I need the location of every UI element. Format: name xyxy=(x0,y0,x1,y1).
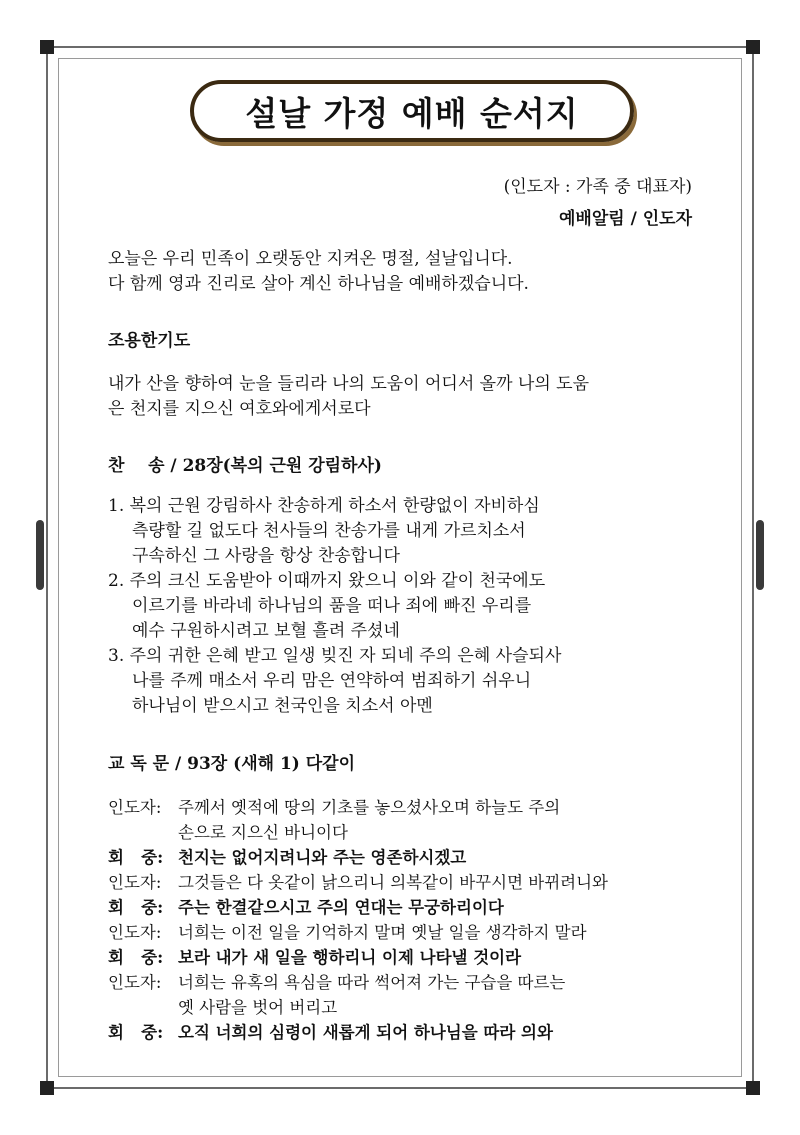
prayer-line: 은 천지를 지으신 여호와에게서로다 xyxy=(108,399,371,419)
corner-ornament-top-right xyxy=(746,40,760,54)
speaker-label: 회 중: xyxy=(108,1023,164,1042)
reading-text: 너희는 이전 일을 기억하지 말며 옛날 일을 생각하지 말라 xyxy=(178,923,587,942)
speaker-label: 인도자: xyxy=(108,873,162,892)
reading-line xyxy=(108,995,708,1020)
reading-text: 옛 사람을 벗어 버리고 xyxy=(178,998,338,1017)
speaker-label: 인도자: xyxy=(108,973,162,992)
hymn-line: 하나님이 받으시고 천국인을 치소서 아멘 xyxy=(132,696,433,716)
hymn-line: 1. 복의 근원 강림하사 찬송하게 하소서 한량없이 자비하심 xyxy=(108,496,540,516)
reading-text: 보라 내가 새 일을 행하리니 이제 나타낼 것이라 xyxy=(178,948,522,967)
reading-text: 너희는 유혹의 욕심을 따라 썩어져 가는 구습을 따르는 xyxy=(178,973,566,992)
reading-text: 오직 너희의 심령이 새롭게 되어 하나님을 따라 의와 xyxy=(178,1023,553,1042)
speaker-label: 인도자: xyxy=(108,798,162,817)
call-to-worship: 예배알림 / 인도자 xyxy=(559,209,692,229)
speaker-label: 회 중: xyxy=(108,848,164,867)
reading-line xyxy=(108,945,708,970)
hymn-line: 이르기를 바라네 하나님의 품을 떠나 죄에 빠진 우리를 xyxy=(132,596,532,616)
silent-prayer-text xyxy=(108,372,708,422)
hymn-line: 나를 주께 매소서 우리 맘은 연약하여 범죄하기 쉬우니 xyxy=(132,671,532,691)
silent-prayer-heading: 조용한기도 xyxy=(108,331,191,351)
reading-line xyxy=(108,870,708,895)
reading-text: 손으로 지으신 바니이다 xyxy=(178,823,348,842)
reading-line xyxy=(108,820,708,845)
prayer-line: 내가 산을 향하여 눈을 들리라 나의 도움이 어디서 올까 나의 도움 xyxy=(108,374,590,394)
leader-note: (인도자 : 가족 중 대표자) xyxy=(503,177,692,197)
hymn-lyrics xyxy=(108,494,708,719)
side-ornament-right xyxy=(756,520,764,590)
hymn-line: 예수 구원하시려고 보혈 흘려 주셨네 xyxy=(132,621,400,641)
hymn-line: 구속하신 그 사랑을 항상 찬송합니다 xyxy=(132,546,400,566)
corner-ornament-top-left xyxy=(40,40,54,54)
speaker-label: 회 중: xyxy=(108,948,164,967)
title-banner xyxy=(190,80,634,142)
opening-text xyxy=(108,247,708,297)
reading-line xyxy=(108,845,708,870)
reading-text: 그것들은 다 옷같이 낡으리니 의복같이 바꾸시면 바뀌려니와 xyxy=(178,873,608,892)
hymn-heading: 찬 송 / 28장(복의 근원 강림하사) xyxy=(108,456,382,476)
opening-line: 다 함께 영과 진리로 살아 계신 하나님을 예배하겠습니다. xyxy=(108,274,529,294)
reading-line xyxy=(108,920,708,945)
reading-line xyxy=(108,1020,708,1045)
opening-line: 오늘은 우리 민족이 오랫동안 지켜온 명절, 설날입니다. xyxy=(108,249,513,269)
hymn-line: 3. 주의 귀한 은혜 받고 일생 빚진 자 되네 주의 은혜 사슬되사 xyxy=(108,646,562,666)
corner-ornament-bottom-left xyxy=(40,1081,54,1095)
hymn-line: 측량할 길 없도다 천사들의 찬송가를 내게 가르치소서 xyxy=(132,521,526,541)
page-title: 설날 가정 예배 순서지 xyxy=(245,93,579,133)
side-ornament-left xyxy=(36,520,44,590)
responsive-reading xyxy=(108,795,708,1045)
reading-line xyxy=(108,970,708,995)
reading-text: 주께서 옛적에 땅의 기초를 놓으셨사오며 하늘도 주의 xyxy=(178,798,561,817)
corner-ornament-bottom-right xyxy=(746,1081,760,1095)
reading-text: 주는 한결같으시고 주의 연대는 무궁하리이다 xyxy=(178,898,504,917)
hymn-line: 2. 주의 크신 도움받아 이때까지 왔으니 이와 같이 천국에도 xyxy=(108,571,546,591)
speaker-label: 회 중: xyxy=(108,898,164,917)
reading-heading: 교 독 문 / 93장 (새해 1) 다같이 xyxy=(108,754,356,774)
reading-text: 천지는 없어지려니와 주는 영존하시겠고 xyxy=(178,848,467,867)
speaker-label: 인도자: xyxy=(108,923,162,942)
reading-line xyxy=(108,895,708,920)
reading-line xyxy=(108,795,708,820)
